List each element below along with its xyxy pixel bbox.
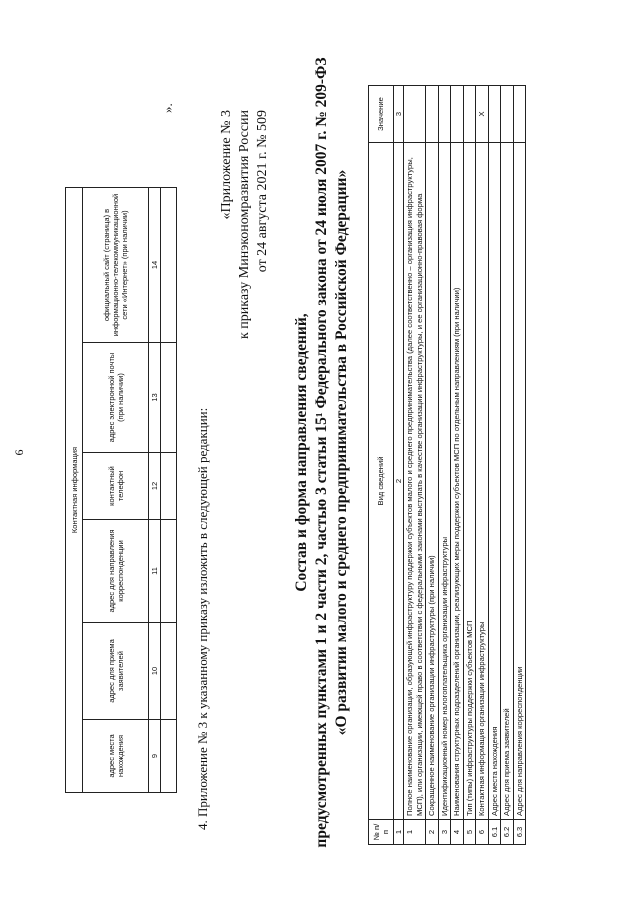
appendix-line: от 24 августа 2021 г. № 509 [255,110,270,273]
table-row [404,86,426,845]
document-title-line: Состав и форма направления сведений, [293,313,310,592]
contact-group-header: Контактная информация [66,188,83,793]
document-title-line: предусмотренных пунктами 1 и 2 части 2, частью 3 статьи 15¹ Федерального закона от 24 июля 2007 г. № 209-ФЗ [313,57,330,848]
contact-empty-cell [161,720,177,793]
row-num: 6.1 [488,820,500,845]
row-value [451,86,463,143]
contact-empty-cell [161,188,177,343]
contact-col-header: контактный телефон [83,453,149,520]
document-title-line: «О развитии малого и среднего предпринимательства в Российской Федерации» [333,169,350,736]
contact-col-index: 13 [149,343,161,453]
contact-empty-cell [161,453,177,520]
row-text: Адрес для направления корреспонденции [513,143,525,820]
row-text: Наименования структурных подразделений организации, реализующих меры поддержки субъектов МСП по отдельным направлениям (при наличии) [451,143,463,820]
closing-quote: ». [160,103,175,113]
header-value: Значение [369,86,394,143]
contact-col-header: адрес места нахождения [83,720,149,793]
row-text: Идентификационный номер налогоплательщика организации инфраструктуры [438,143,450,820]
row-num: 1 [404,820,426,845]
page-number: 6 [12,449,26,456]
row-value: X [476,86,488,143]
index-cell: 3 [394,86,404,143]
row-value [513,86,525,143]
row-value [463,86,475,143]
contact-col-index: 10 [149,623,161,720]
contact-empty-cell [161,520,177,623]
table-row [501,86,513,845]
contact-empty-cell [161,623,177,720]
row-value [404,86,426,143]
row-text: Тип (типы) инфраструктуры поддержки субъектов МСП [463,143,475,820]
row-text: Сокращенное наименование организации инфраструктуры (при наличии) [426,143,438,820]
table-row [438,86,450,845]
row-text: Полное наименование организации, образующей инфраструктуру поддержки субъектов малого и среднего предпринимательства (далее соответственно – организация инфраструктуры, МСП), или организации, имеющей право в соответствии с федеральными законами выступать в качестве организации инфраструктуры, и ее организационно-правовая форма [404,143,426,820]
row-text: Адрес для приема заявителей [501,143,513,820]
header-num: № п/п [369,820,394,845]
row-value [501,86,513,143]
contact-col-header: адрес электронной почты (при наличии) [83,343,149,453]
row-num: 6.2 [501,820,513,845]
appendix-line: «Приложение № 3 [219,110,234,220]
contact-col-index: 9 [149,720,161,793]
contact-col-index: 11 [149,520,161,623]
index-cell: 2 [394,143,404,820]
row-value [426,86,438,143]
table-row [426,86,438,845]
row-num: 6 [476,820,488,845]
row-value [438,86,450,143]
table-row [451,86,463,845]
info-composition-table [368,85,526,845]
table-row [463,86,475,845]
table-row [476,86,488,845]
amendment-paragraph: 4. Приложение № 3 к указанному приказу изложить в следующей редакции: [195,407,210,830]
row-num: 3 [438,820,450,845]
row-value [488,86,500,143]
index-cell: 1 [394,820,404,845]
row-text: Адрес места нахождения [488,143,500,820]
contact-col-header: адрес для приема заявителей [83,623,149,720]
contact-empty-cell [161,343,177,453]
contact-col-index: 14 [149,188,161,343]
appendix-line: к приказу Минэкономразвития России [237,110,252,340]
contact-col-header: официальный сайт (страница) в информационно-телекоммуникационной сети «Интернет» (при наличии) [83,188,149,343]
row-num: 4 [451,820,463,845]
contact-info-table [65,187,177,793]
table-row [513,86,525,845]
table-row [488,86,500,845]
row-num: 6.3 [513,820,525,845]
header-kind: Вид сведений [369,143,394,820]
row-num: 2 [426,820,438,845]
row-num: 5 [463,820,475,845]
contact-col-header: адрес для направления корреспонденции [83,520,149,623]
contact-col-index: 12 [149,453,161,520]
row-text: Контактная информация организации инфраструктуры [476,143,488,820]
